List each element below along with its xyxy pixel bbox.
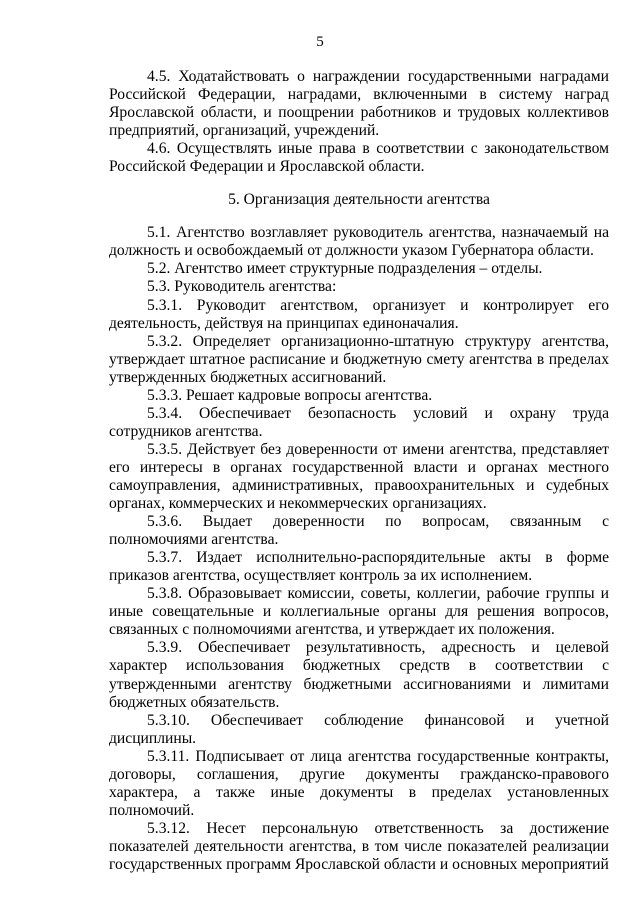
section-heading: 5. Организация деятельности агентства xyxy=(228,191,490,209)
paragraph-4-6: 4.6. Осуществлять иные права в соответствии с законодательством Российской Федерации и Ярославской области. xyxy=(109,140,609,176)
paragraph-5-3-4: 5.3.4. Обеспечивает безопасность условий и охрану труда сотрудников агентства. xyxy=(109,404,609,440)
paragraph-5-3: 5.3. Руководитель агентства: xyxy=(147,278,337,296)
paragraph-5-3-9: 5.3.9. Обеспечивает результативность, адресность и целевой характер использования бюджетных средств в соответствии с утвержденными агентству бюджетными ассигнованиями и лимитами бюджетных обязательств. xyxy=(109,639,609,711)
paragraph-4-5: 4.5. Ходатайствовать о награждении государственными наградами Российской Федерации, наградами, включенными в систему наград Ярославской области, и поощрении работников и трудовых коллективов предприятий, организаций, учреждений. xyxy=(109,68,609,140)
paragraph-5-3-12: 5.3.12. Несет персональную ответственность за достижение показателей деятельности агентства, в том числе показателей реализации государственных программ Ярославской области и основных мероприятий xyxy=(109,819,609,873)
page-number: 5 xyxy=(316,34,324,50)
paragraph-5-3-7: 5.3.7. Издает исполнительно-распорядительные акты в форме приказов агентства, осуществляет контроль за их исполнением. xyxy=(109,549,609,585)
paragraph-5-3-1: 5.3.1. Руководит агентством, организует и контролирует его деятельность, действуя на принципах единоначалия. xyxy=(109,296,609,332)
paragraph-5-3-10: 5.3.10. Обеспечивает соблюдение финансовой и учетной дисциплины. xyxy=(109,711,609,747)
paragraph-5-3-3: 5.3.3. Решает кадровые вопросы агентства. xyxy=(147,386,433,404)
paragraph-5-1: 5.1. Агентство возглавляет руководитель агентства, назначаемый на должность и освобождаемый от должности указом Губернатора области. xyxy=(109,224,609,260)
paragraph-5-3-11: 5.3.11. Подписывает от лица агентства государственные контракты, договоры, соглашения, другие документы гражданско-правового характера, а также иные документы в пределах установленных полномочий. xyxy=(109,747,609,819)
paragraph-5-3-6: 5.3.6. Выдает доверенности по вопросам, связанным с полномочиями агентства. xyxy=(109,513,609,549)
paragraph-5-2: 5.2. Агентство имеет структурные подразделения – отделы. xyxy=(147,260,543,278)
document-body xyxy=(109,68,609,874)
paragraph-5-3-5: 5.3.5. Действует без доверенности от имени агентства, представляет его интересы в органах государственной власти и органах местного самоуправления, административных, правоохранительных и судебных органах, коммерческих и некоммерческих организациях. xyxy=(109,440,609,513)
paragraph-5-3-8: 5.3.8. Образовывает комиссии, советы, коллегии, рабочие группы и иные совещательные и коллегиальные органы для решения вопросов, связанных с полномочиями агентства, и утверждает их положения. xyxy=(109,585,609,639)
paragraph-5-3-2: 5.3.2. Определяет организационно-штатную структуру агентства, утверждает штатное расписание и бюджетную смету агентства в пределах утвержденных бюджетных ассигнований. xyxy=(109,332,609,386)
